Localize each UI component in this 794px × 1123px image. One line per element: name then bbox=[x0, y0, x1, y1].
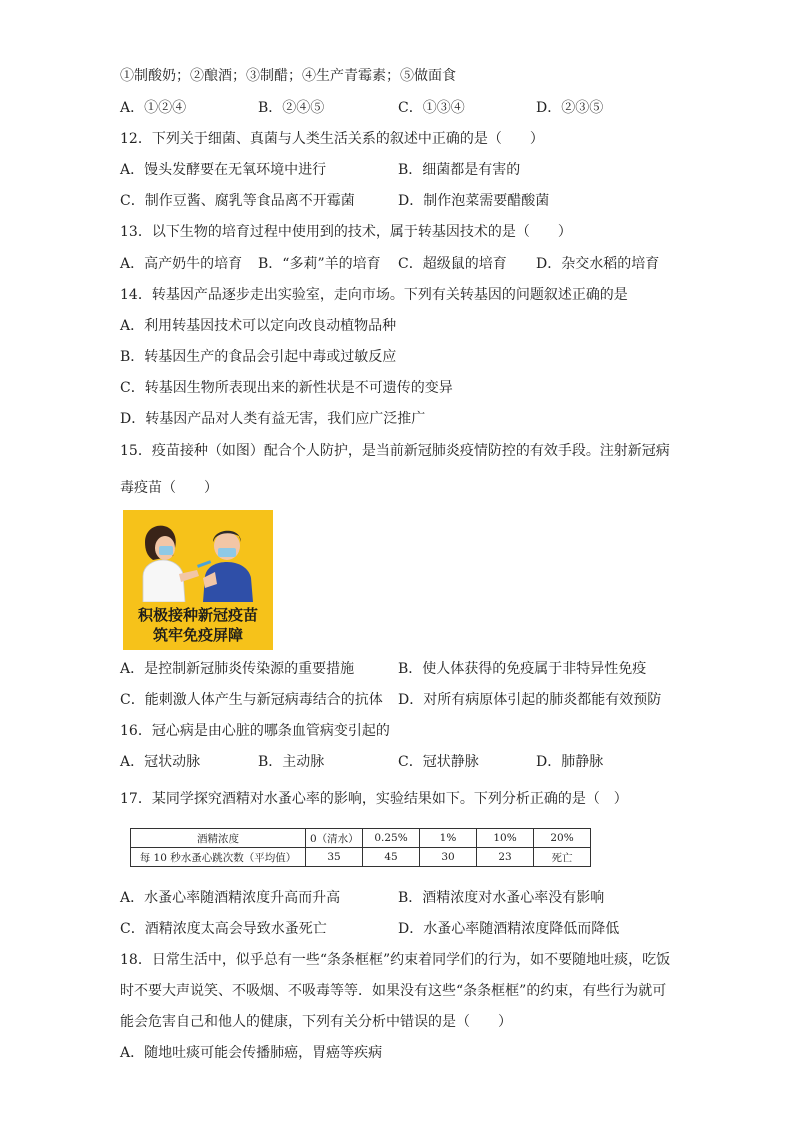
q18-stem-line1: 18．日常生活中，似乎总有一些“条条框框”约束着同学们的行为，如不要随地吐痰，吃饭 bbox=[120, 952, 671, 968]
q17-option-b: B．酒精浓度对水蚤心率没有影响 bbox=[398, 890, 605, 906]
q11-items: ①制酸奶；②酿酒；③制醋；④生产青霉素；⑤做面食 bbox=[120, 68, 456, 84]
q16-option-b: B．主动脉 bbox=[258, 754, 325, 770]
q17-option-d: D．水蚤心率随酒精浓度降低而降低 bbox=[398, 921, 620, 937]
q11-option-d: D．②③⑤ bbox=[536, 100, 604, 116]
q14-option-b: B．转基因生产的食品会引起中毒或过敏反应 bbox=[120, 349, 397, 365]
table-cell: 10% bbox=[477, 829, 534, 848]
q16-option-d: D．肺静脉 bbox=[536, 754, 604, 770]
q11-option-b: B．②④⑤ bbox=[258, 100, 325, 116]
q12-option-b: B．细菌都是有害的 bbox=[398, 162, 521, 178]
q17-option-a: A．水蚤心率随酒精浓度升高而升高 bbox=[120, 890, 341, 906]
vaccination-poster bbox=[123, 510, 273, 650]
q15-option-d: D．对所有病原体引起的肺炎都能有效预防 bbox=[398, 692, 662, 708]
q13-option-c: C．超级鼠的培育 bbox=[398, 256, 507, 272]
q17-option-c: C．酒精浓度太高会导致水蚤死亡 bbox=[120, 921, 327, 937]
q15-option-c: C．能刺激人体产生与新冠病毒结合的抗体 bbox=[120, 692, 383, 708]
q14-option-c: C．转基因生物所表现出来的新性状是不可遗传的变异 bbox=[120, 380, 453, 396]
table-cell: 0.25% bbox=[363, 829, 420, 848]
q15-stem-line2: 毒疫苗（ ） bbox=[120, 480, 218, 496]
q16-option-c: C．冠状静脉 bbox=[398, 754, 479, 770]
q14-option-a: A．利用转基因技术可以定向改良动植物品种 bbox=[120, 318, 397, 334]
q13-stem: 13．以下生物的培育过程中使用到的技术，属于转基因技术的是（ ） bbox=[120, 224, 572, 240]
q15-option-b: B．使人体获得的免疫属于非特异性免疫 bbox=[398, 661, 647, 677]
table-cell: 每 10 秒水蚤心跳次数（平均值） bbox=[131, 848, 306, 867]
table-cell: 0（清水） bbox=[306, 829, 363, 848]
table-cell: 20% bbox=[534, 829, 591, 848]
q15-option-a: A．是控制新冠肺炎传染源的重要措施 bbox=[120, 661, 355, 677]
q16-stem: 16．冠心病是由心脏的哪条血管病变引起的 bbox=[120, 723, 390, 739]
table-row bbox=[131, 829, 591, 848]
q13-option-d: D．杂交水稻的培育 bbox=[536, 256, 660, 272]
table-cell: 1% bbox=[420, 829, 477, 848]
q11-option-c: C．①③④ bbox=[398, 100, 465, 116]
table-cell: 45 bbox=[363, 848, 420, 867]
poster-caption-line1: 积极接种新冠疫苗 bbox=[137, 606, 258, 624]
table-cell: 30 bbox=[420, 848, 477, 867]
table-cell: 酒精浓度 bbox=[131, 829, 306, 848]
alcohol-heartrate-table bbox=[130, 828, 591, 867]
table-cell: 35 bbox=[306, 848, 363, 867]
q11-option-a: A．①②④ bbox=[120, 100, 187, 116]
q18-stem-line2: 时不要大声说笑、不吸烟、不吸毒等等．如果没有这些“条条框框”的约束，有些行为就可 bbox=[120, 983, 667, 999]
table-cell: 死亡 bbox=[534, 848, 591, 867]
poster-caption-line2: 筑牢免疫屏障 bbox=[152, 626, 243, 644]
q12-option-c: C．制作豆酱、腐乳等食品离不开霉菌 bbox=[120, 193, 355, 209]
q12-option-a: A．馒头发酵要在无氧环境中进行 bbox=[120, 162, 327, 178]
q12-stem: 12．下列关于细菌、真菌与人类生活关系的叙述中正确的是（ ） bbox=[120, 131, 544, 147]
q16-option-a: A．冠状动脉 bbox=[120, 754, 201, 770]
q13-option-a: A．高产奶牛的培育 bbox=[120, 256, 243, 272]
q18-stem-line3: 能会危害自己和他人的健康，下列有关分析中错误的是（ ） bbox=[120, 1014, 512, 1030]
q14-stem: 14．转基因产品逐步走出实验室，走向市场。下列有关转基因的问题叙述正确的是 bbox=[120, 287, 628, 303]
q12-option-d: D．制作泡菜需要醋酸菌 bbox=[398, 193, 550, 209]
q15-stem-line1: 15．疫苗接种（如图）配合个人防护，是当前新冠肺炎疫情防控的有效手段。注射新冠病 bbox=[120, 443, 670, 459]
q18-option-a: A．随地吐痰可能会传播肺癌，胃癌等疾病 bbox=[120, 1045, 383, 1061]
table-row bbox=[131, 848, 591, 867]
q17-stem: 17．某同学探究酒精对水蚤心率的影响，实验结果如下。下列分析正确的是（ ） bbox=[120, 791, 628, 807]
q13-option-b: B．“多莉”羊的培育 bbox=[258, 256, 381, 272]
table-cell: 23 bbox=[477, 848, 534, 867]
q14-option-d: D．转基因产品对人类有益无害，我们应广泛推广 bbox=[120, 411, 426, 427]
